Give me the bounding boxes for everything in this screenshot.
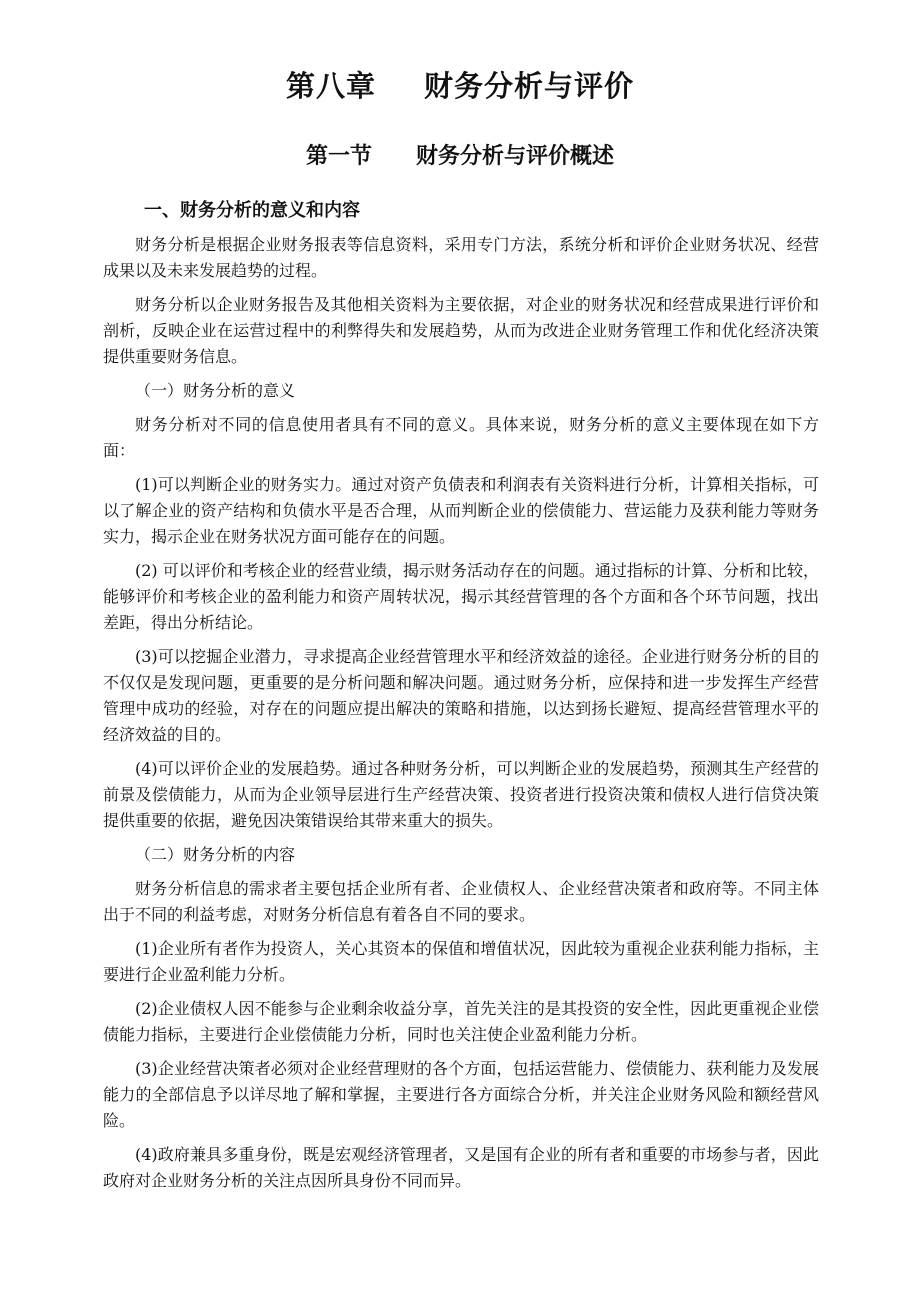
section-number: 第一节 xyxy=(305,144,372,169)
paragraph: 财务分析以企业财务报告及其他相关资料为主要依据，对企业的财务状况和经营成果进行评价和剖析，反映企业在运营过程中的利弊得失和发展趋势，从而为改进企业财务管理工作和优化经济决策提供重要财务信息。 xyxy=(103,295,819,366)
list-item: (2)企业债权人因不能参与企业剩余收益分享，首先关注的是其投资的安全性，因此更重视企业偿债能力指标，主要进行企业偿债能力分析，同时也关注使企业盈利能力分析。 xyxy=(103,999,819,1044)
list-item: (2) 可以评价和考核企业的经营业绩，揭示财务活动存在的问题。通过指标的计算、分析和比较，能够评价和考核企业的盈利能力和资产周转状况，揭示其经营管理的各个方面和各个环节问题，找出差距，得出分析结论。 xyxy=(103,561,819,632)
subsection-heading: （一）财务分析的意义 xyxy=(135,381,296,400)
section-title xyxy=(0,140,920,174)
section-name: 财务分析与评价概述 xyxy=(416,144,615,169)
chapter-name: 财务分析与评价 xyxy=(424,69,635,103)
list-item: (3)可以挖掘企业潜力，寻求提高企业经营管理水平和经济效益的途径。企业进行财务分析的目的不仅仅是发现问题，更重要的是分析问题和解决问题。通过财务分析，应保持和进一步发挥生产经营管理中成功的经验，对存在的问题应提出解决的策略和措施，以达到扬长避短、提高经营管理水平的经济效益的目的。 xyxy=(103,647,819,744)
paragraph: 财务分析对不同的信息使用者具有不同的意义。具体来说，财务分析的意义主要体现在如下方面： xyxy=(103,415,819,460)
subsection-heading: （二）财务分析的内容 xyxy=(135,845,296,864)
chapter-number: 第八章 xyxy=(285,69,376,103)
list-item: (3)企业经营决策者必须对企业经营理财的各个方面，包括运营能力、偿债能力、获利能力及发展能力的全部信息予以详尽地了解和掌握，主要进行各方面综合分析，并关注企业财务风险和额经营风险。 xyxy=(103,1059,819,1130)
chapter-title xyxy=(0,64,920,108)
list-item: (1)可以判断企业的财务实力。通过对资产负债表和利润表有关资料进行分析，计算相关指标，可以了解企业的资产结构和负债水平是否合理，从而判断企业的偿债能力、营运能力及获利能力等财务实力，揭示企业在财务状况方面可能存在的问题。 xyxy=(103,475,819,546)
paragraph: 财务分析信息的需求者主要包括企业所有者、企业债权人、企业经营决策者和政府等。不同主体出于不同的利益考虑，对财务分析信息有着各自不同的要求。 xyxy=(103,879,819,924)
body-text xyxy=(103,232,819,1202)
list-item: (1)企业所有者作为投资人，关心其资本的保值和增值状况，因此较为重视企业获利能力指标，主要进行企业盈利能力分析。 xyxy=(103,939,819,984)
paragraph: 财务分析是根据企业财务报表等信息资料，采用专门方法，系统分析和评价企业财务状况、经营成果以及未来发展趋势的过程。 xyxy=(103,235,819,280)
list-item: (4)可以评价企业的发展趋势。通过各种财务分析，可以判断企业的发展趋势，预测其生产经营的前景及偿债能力，从而为企业领导层进行生产经营决策、投资者进行投资决策和债权人进行信贷决策提供重要的依据，避免因决策错误给其带来重大的损失。 xyxy=(103,759,819,830)
list-item: (4)政府兼具多重身份，既是宏观经济管理者，又是国有企业的所有者和重要的市场参与者，因此政府对企业财务分析的关注点因所具身份不同而异。 xyxy=(103,1145,819,1190)
subheading: 一、财务分析的意义和内容 xyxy=(144,200,360,221)
